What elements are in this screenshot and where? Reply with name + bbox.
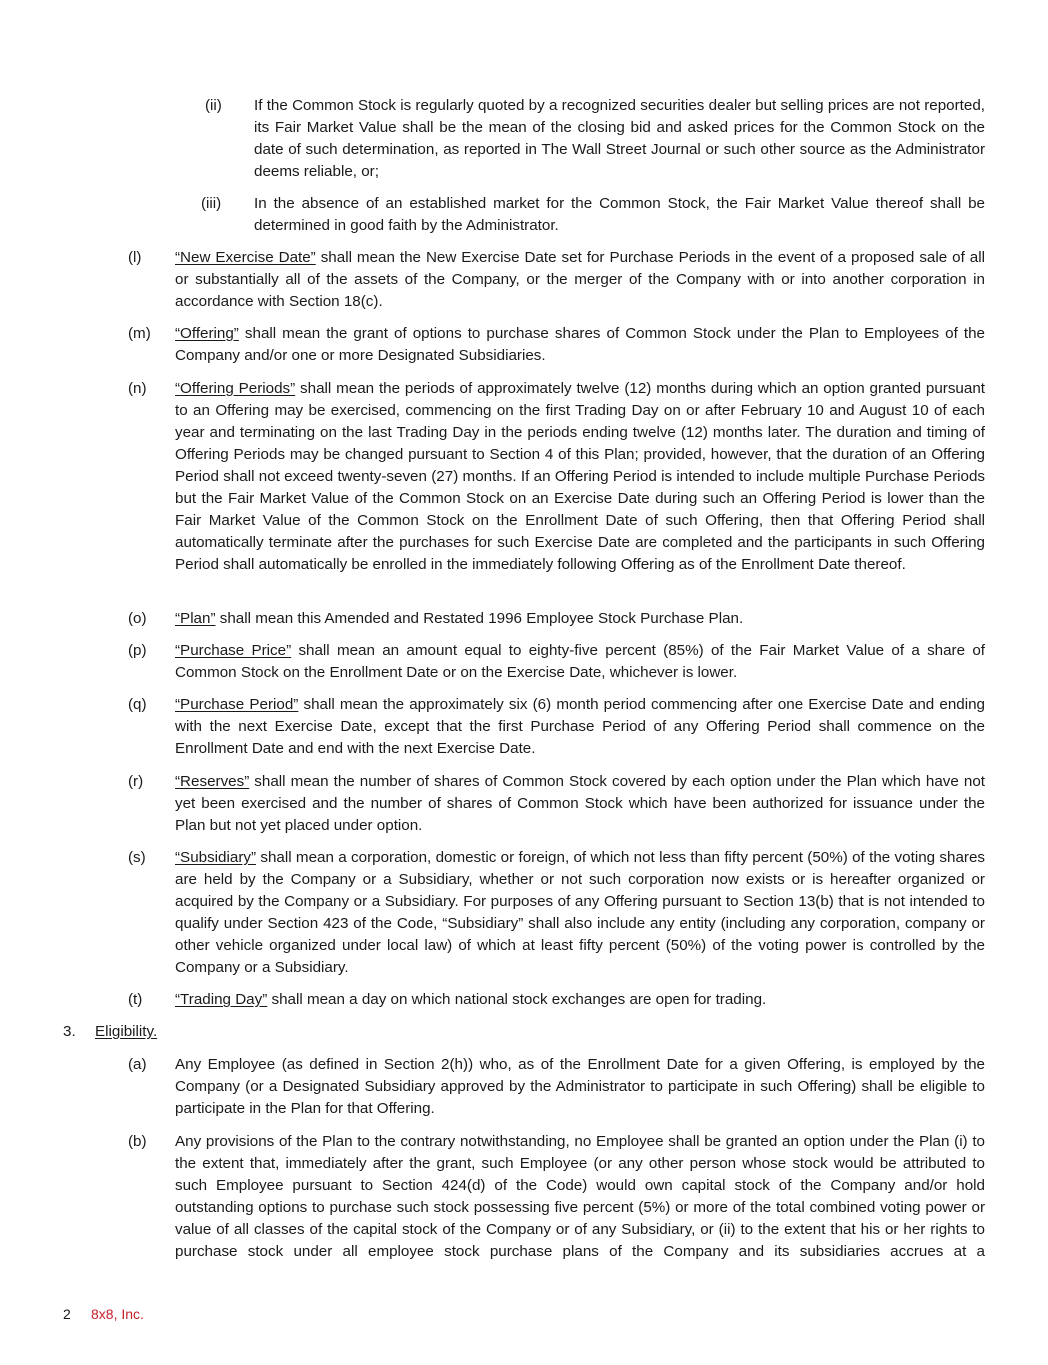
definition-offering (175, 323, 985, 367)
defined-term: “Offering Periods” (175, 380, 296, 397)
section-number: 3. (63, 1023, 76, 1040)
defined-term: “Purchase Price” (175, 642, 292, 659)
definition-text: shall mean a corporation, domestic or foreign, of which not less than fifty percent (50%) of the voting shares are held by the Company or a Subsidiary, whether or not such corporation now exists or is hereafter organized or acquired by the Company or a Subsidiary. For purposes of any Offering pursuant to Section 13(b) that is not intended to qualify under Section 423 of the Code, “Subsidiary” shall also include any entity (including any corporation, company or other vehicle organized under local law) of which at least fifty percent (50%) of the voting power is controlled by the Company or a Subsidiary. (175, 849, 985, 976)
definition-label: (q) (128, 696, 147, 713)
sub-item-label: (ii) (205, 97, 222, 114)
definition-trading-day (175, 989, 985, 1011)
definition-plan (175, 608, 985, 630)
definition-text: shall mean this Amended and Restated 1996 Employee Stock Purchase Plan. (215, 610, 744, 627)
defined-term: “New Exercise Date” (175, 249, 316, 266)
definition-new-exercise-date (175, 247, 985, 313)
defined-term: “Reserves” (175, 773, 250, 790)
definition-label: (r) (128, 773, 144, 790)
defined-term: “Offering” (175, 325, 239, 342)
sub-item-label: (iii) (201, 195, 222, 212)
section-title (95, 1021, 157, 1043)
definition-text: shall mean the periods of approximately twelve (12) months during which an option granted pursuant to an Offering may be exercised, commencing on the first Trading Day on or after February 10 and August 10 of each year and terminating on the last Trading Day in the periods ending twelve (12) months later. The duration and timing of Offering Periods may be changed pursuant to Section 4 of this Plan; provided, however, that the duration of an Offering Period shall not exceed twenty-seven (27) months. If an Offering Period is intended to include multiple Purchase Periods but the Fair Market Value of the Common Stock on an Exercise Date during such an Offering Period is lower than the Fair Market Value of the Common Stock on the Enrollment Date of such Offering, then that Offering Period shall automatically terminate after the purchases for such Exercise Date are completed and the participants in such Offering Period shall automatically be enrolled in the immediately following Offering as of the Enrollment Date thereof. (175, 380, 985, 573)
defined-term: “Purchase Period” (175, 696, 299, 713)
sub-item-text: In the absence of an established market for the Common Stock, the Fair Market Value thereof shall be determined in good faith by the Administrator. (254, 195, 985, 234)
definition-text: shall mean the number of shares of Common Stock covered by each option under the Plan which have not yet been exercised and the number of shares of Common Stock which have been authorized for issuance under the Plan but not yet placed under option. (175, 773, 985, 834)
definition-label: (l) (128, 249, 142, 266)
definition-label: (p) (128, 642, 147, 659)
definition-label: (t) (128, 991, 143, 1008)
definition-purchase-price (175, 640, 985, 684)
eligibility-item-text: Any Employee (as defined in Section 2(h)) who, as of the Enrollment Date for a given Offering, is employed by the Company (or a Designated Subsidiary approved by the Administrator to participate in such Offering) shall be eligible to participate in the Plan for that Offering. (175, 1056, 985, 1117)
definition-text: shall mean the grant of options to purchase shares of Common Stock under the Plan to Employees of the Company and/or one or more Designated Subsidiaries. (175, 325, 985, 364)
definition-label: (s) (128, 849, 146, 866)
definition-label: (m) (128, 325, 151, 342)
definition-offering-periods (175, 378, 985, 576)
section-title-text: Eligibility. (95, 1023, 158, 1040)
defined-term: “Plan” (175, 610, 216, 627)
eligibility-item-label: (b) (128, 1133, 147, 1150)
definition-reserves (175, 771, 985, 837)
defined-term: “Trading Day” (175, 991, 268, 1008)
definition-label: (n) (128, 380, 147, 397)
definition-text: shall mean a day on which national stock exchanges are open for trading. (267, 991, 767, 1008)
eligibility-item-label: (a) (128, 1056, 147, 1073)
definition-subsidiary (175, 847, 985, 979)
definition-purchase-period (175, 694, 985, 760)
definition-label: (o) (128, 610, 147, 627)
sub-item-text: If the Common Stock is regularly quoted by a recognized securities dealer but selling prices are not reported, its Fair Market Value shall be the mean of the closing bid and asked prices for the Common Stock on the date of such determination, as reported in The Wall Street Journal or such other source as the Administrator deems reliable, or; (254, 97, 985, 180)
page-number: 2 (63, 1306, 71, 1322)
defined-term: “Subsidiary” (175, 849, 257, 866)
footer-company-name: 8x8, Inc. (91, 1306, 144, 1322)
eligibility-item-text: Any provisions of the Plan to the contrary notwithstanding, no Employee shall be granted an option under the Plan (i) to the extent that, immediately after the grant, such Employee (or any other person whose stock would be attributed to such Employee pursuant to Section 424(d) of the Code) would own capital stock of the Company and/or hold outstanding options to purchase such stock possessing five percent (5%) or more of the total combined voting power or value of all classes of the capital stock of the Company or of any Subsidiary, or (ii) to the extent that his or her rights to purchase stock under all employee stock purchase plans of the Company and its subsidiaries accrues at a (175, 1133, 985, 1260)
definition-text: shall mean the New Exercise Date set for Purchase Periods in the event of a proposed sale of all or substantially all of the assets of the Company, or the merger of the Company with or into another corporation in accordance with Section 18(c). (175, 249, 985, 310)
definition-text: shall mean the approximately six (6) month period commencing after one Exercise Date and ending with the next Exercise Date, except that the first Purchase Period of any Offering Period shall commence on the Enrollment Date and end with the next Exercise Date. (175, 696, 985, 757)
definition-text: shall mean an amount equal to eighty-five percent (85%) of the Fair Market Value of a share of Common Stock on the Enrollment Date or on the Exercise Date, whichever is lower. (175, 642, 986, 681)
